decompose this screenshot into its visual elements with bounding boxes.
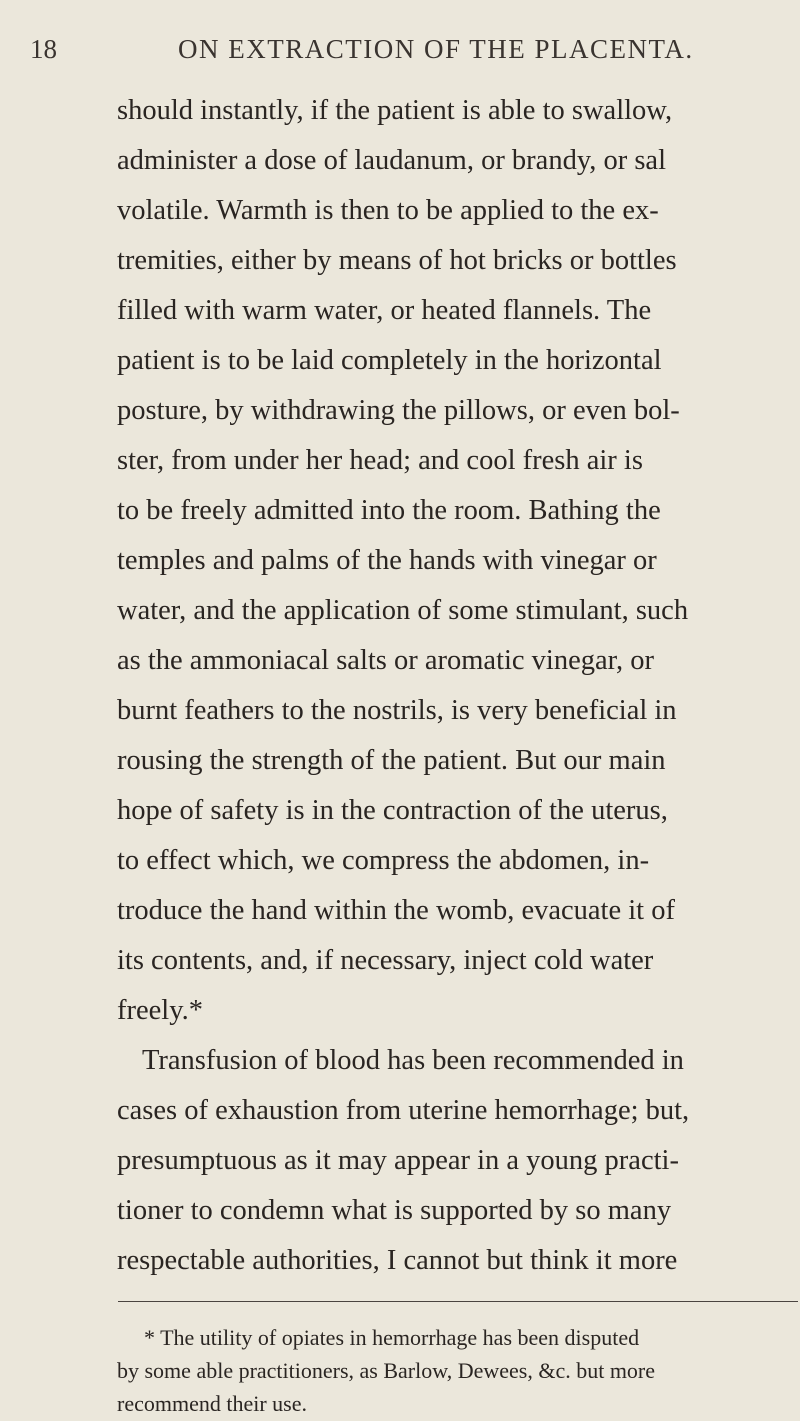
text-line: as the ammoniacal salts or aromatic vinegar, or xyxy=(117,645,654,676)
text-line: rousing the strength of the patient. But our main xyxy=(117,745,666,776)
footnote-divider xyxy=(118,1301,798,1302)
footnote-line: recommend their use. xyxy=(117,1391,307,1416)
text-line: filled with warm water, or heated flannels. The xyxy=(117,295,652,326)
text-line: should instantly, if the patient is able to swallow, xyxy=(117,95,673,126)
text-line: presumptuous as it may appear in a young practi- xyxy=(117,1145,679,1176)
text-line: posture, by withdrawing the pillows, or even bol- xyxy=(117,395,680,426)
text-line: ster, from under her head; and cool fresh air is xyxy=(117,445,643,476)
text-line: administer a dose of laudanum, or brandy, or sal xyxy=(117,145,667,176)
text-line: water, and the application of some stimulant, such xyxy=(117,595,689,626)
text-line: troduce the hand within the womb, evacuate it of xyxy=(117,895,675,926)
text-line: to effect which, we compress the abdomen, in- xyxy=(117,845,650,876)
text-line: tremities, either by means of hot bricks or bottles xyxy=(117,245,677,276)
footnote-line: * The utility of opiates in hemorrhage has been disputed xyxy=(144,1325,640,1350)
running-head-title: ON EXTRACTION OF THE PLACENTA. xyxy=(178,34,694,64)
text-line: its contents, and, if necessary, inject cold water xyxy=(117,945,654,976)
text-line: tioner to condemn what is supported by so many xyxy=(117,1195,672,1226)
text-line: burnt feathers to the nostrils, is very beneficial in xyxy=(117,695,677,726)
paragraph-start-line: Transfusion of blood has been recommended in xyxy=(142,1045,684,1076)
text-line: freely.* xyxy=(117,995,203,1026)
footnote-line: by some able practitioners, as Barlow, Dewees, &c. but more xyxy=(117,1358,656,1383)
text-line: respectable authorities, I cannot but think it more xyxy=(117,1245,678,1276)
text-line: hope of safety is in the contraction of the uterus, xyxy=(117,795,668,826)
text-line: patient is to be laid completely in the horizontal xyxy=(117,345,662,376)
text-line: to be freely admitted into the room. Bathing the xyxy=(117,495,661,526)
text-line: cases of exhaustion from uterine hemorrhage; but, xyxy=(117,1095,690,1126)
running-head xyxy=(0,30,800,70)
text-line: temples and palms of the hands with vinegar or xyxy=(117,545,657,576)
text-line: volatile. Warmth is then to be applied to the ex- xyxy=(117,195,659,226)
page-number: 18 xyxy=(30,34,57,64)
